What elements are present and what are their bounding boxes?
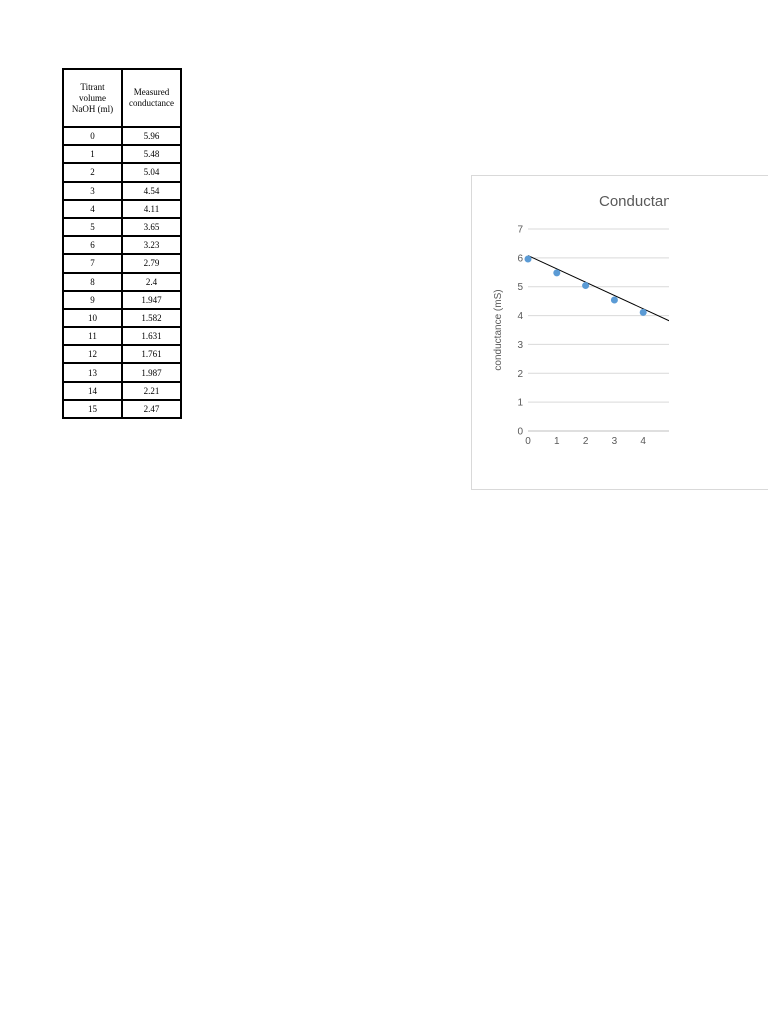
data-point	[525, 256, 532, 263]
table-row	[63, 236, 181, 254]
cell-conductance: 3.65	[122, 218, 181, 236]
y-tick-label: 2	[517, 368, 523, 380]
cell-titrant-volume: 13	[63, 363, 122, 381]
x-tick-label: 2	[582, 436, 589, 447]
y-tick-label: 0	[517, 426, 523, 438]
cell-conductance: 2.21	[122, 382, 181, 400]
table-row	[63, 400, 181, 418]
y-tick-label: 6	[517, 253, 523, 265]
data-point	[582, 282, 589, 289]
cell-titrant-volume: 6	[63, 236, 122, 254]
cell-titrant-volume: 9	[63, 291, 122, 309]
table-row	[63, 127, 181, 145]
cell-conductance: 4.54	[122, 182, 181, 200]
table-row	[63, 218, 181, 236]
cell-titrant-volume: 10	[63, 309, 122, 327]
cell-conductance: 1.987	[122, 363, 181, 381]
cell-titrant-volume: 2	[63, 163, 122, 181]
data-point	[553, 269, 560, 276]
cell-conductance: 1.582	[122, 309, 181, 327]
table-row	[63, 145, 181, 163]
cell-conductance: 4.11	[122, 200, 181, 218]
cell-titrant-volume: 14	[63, 382, 122, 400]
x-tick-label: 4	[640, 436, 646, 447]
y-tick-label: 5	[517, 282, 523, 294]
cell-titrant-volume: 0	[63, 127, 122, 145]
table-row	[63, 327, 181, 345]
y-axis-label: conductance (mS)	[493, 289, 504, 371]
table-row	[63, 273, 181, 291]
cell-conductance: 5.96	[122, 127, 181, 145]
y-tick-label: 1	[517, 397, 523, 409]
data-point	[611, 296, 618, 303]
cell-conductance: 3.23	[122, 236, 181, 254]
data-point	[640, 309, 647, 316]
cell-titrant-volume: 8	[63, 273, 122, 291]
chart-clip	[472, 176, 672, 491]
header-line: Measured	[133, 87, 170, 97]
cell-conductance: 5.48	[122, 145, 181, 163]
cell-titrant-volume: 4	[63, 200, 122, 218]
header-titrant-volume	[63, 69, 122, 127]
cell-conductance: 5.04	[122, 163, 181, 181]
cell-conductance: 1.761	[122, 345, 181, 363]
table-row	[63, 382, 181, 400]
table-row	[63, 182, 181, 200]
cell-conductance: 2.47	[122, 400, 181, 418]
y-tick-label: 4	[517, 311, 523, 323]
cell-titrant-volume: 12	[63, 345, 122, 363]
table-row	[63, 291, 181, 309]
table-row	[63, 363, 181, 381]
cell-titrant-volume: 11	[63, 327, 122, 345]
cell-conductance: 2.4	[122, 273, 181, 291]
cell-conductance: 1.947	[122, 291, 181, 309]
cell-titrant-volume: 3	[63, 182, 122, 200]
cell-conductance: 2.79	[122, 254, 181, 272]
table-row	[63, 254, 181, 272]
header-line: Titrant	[80, 81, 105, 92]
chart-panel	[471, 175, 768, 490]
titration-data-table	[62, 68, 182, 419]
cell-conductance: 1.631	[122, 327, 181, 345]
cell-titrant-volume: 5	[63, 218, 122, 236]
header-line: NaOH (ml)	[71, 103, 114, 114]
x-tick-label: 1	[554, 436, 560, 447]
y-tick-label: 7	[517, 224, 523, 236]
conductance-chart	[472, 176, 672, 491]
table-body	[63, 127, 181, 418]
header-line: conductance	[129, 98, 174, 108]
x-tick-label: 0	[525, 436, 531, 447]
table-row	[63, 309, 181, 327]
trendline	[528, 256, 669, 321]
cell-titrant-volume: 15	[63, 400, 122, 418]
table-header-row	[63, 69, 181, 127]
x-tick-label: 3	[611, 436, 618, 447]
cell-titrant-volume: 1	[63, 145, 122, 163]
table-row	[63, 200, 181, 218]
cell-titrant-volume: 7	[63, 254, 122, 272]
header-measured-conductance	[122, 69, 181, 127]
table-row	[63, 163, 181, 181]
chart-title: Conductan	[599, 193, 672, 210]
y-tick-label: 3	[517, 339, 523, 351]
header-line: volume	[79, 92, 106, 103]
table-row	[63, 345, 181, 363]
